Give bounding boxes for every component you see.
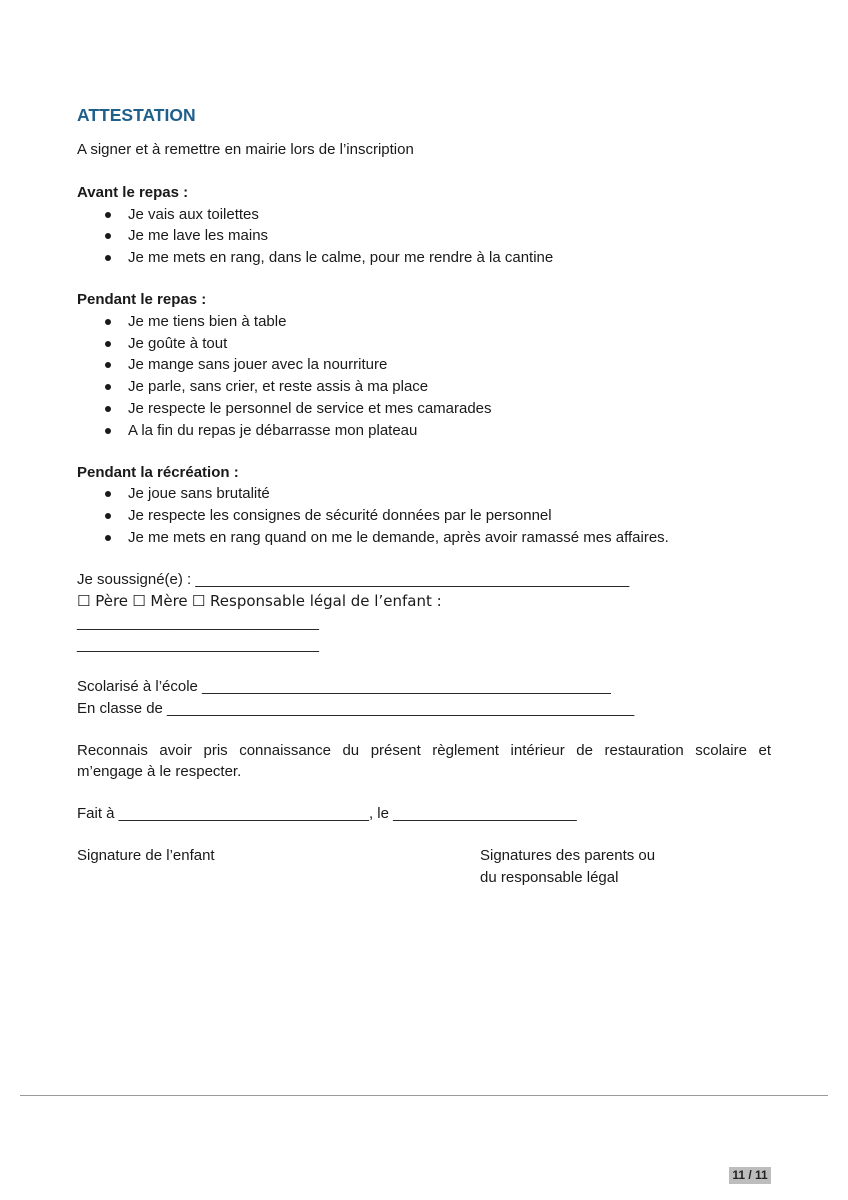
- list-item: Je me mets en rang, dans le calme, pour me rendre à la cantine: [77, 247, 771, 269]
- reconnais-text-line1: Reconnais avoir pris connaissance du présent règlement intérieur de restauration scolaire et: [77, 741, 771, 759]
- section-heading-avant-repas: Avant le repas :: [77, 183, 189, 201]
- list-item: Je me mets en rang quand on me le demande, après avoir ramassé mes affaires.: [77, 527, 771, 549]
- child-name-line[interactable]: _____________________________: [77, 636, 319, 654]
- signature-row: [77, 845, 771, 889]
- list-item: Je me lave les mains: [77, 225, 771, 247]
- list-item: Je respecte les consignes de sécurité données par le personnel: [77, 505, 771, 527]
- list-item: Je joue sans brutalité: [77, 483, 771, 505]
- list-item: Je respecte le personnel de service et mes camarades: [77, 398, 771, 420]
- list-item: A la fin du repas je débarrasse mon plateau: [77, 420, 771, 442]
- document-page: [77, 103, 771, 889]
- ecole-field[interactable]: Scolarisé à l’école _________________________________________________: [77, 677, 611, 695]
- checkbox-pere[interactable]: ☐ Père: [77, 591, 129, 610]
- soussigne-field[interactable]: Je soussigné(e) : ____________________________________________________: [77, 570, 630, 588]
- list-avant-repas: [77, 204, 771, 269]
- checkbox-responsable-legal[interactable]: ☐ Responsable légal de l’enfant :: [191, 591, 442, 610]
- list-item: Je vais aux toilettes: [77, 204, 771, 226]
- list-recreation: [77, 483, 771, 548]
- reconnais-text-line2: m’engage à le respecter.: [77, 763, 242, 781]
- list-item: Je parle, sans crier, et reste assis à ma place: [77, 376, 771, 398]
- signature-enfant-label: Signature de l’enfant: [77, 846, 215, 864]
- list-pendant-repas: [77, 311, 771, 442]
- page-number: 11 / 11: [729, 1167, 771, 1184]
- parent-checkboxes: [77, 591, 771, 613]
- child-name-line[interactable]: _____________________________: [77, 614, 319, 632]
- signature-parents-line2: du responsable légal: [480, 868, 619, 886]
- intro-text: A signer et à remettre en mairie lors de l’inscription: [77, 141, 414, 158]
- classe-field[interactable]: En classe de ________________________________________________________: [77, 699, 635, 717]
- signature-parents-label: [480, 845, 655, 889]
- list-item: Je mange sans jouer avec la nourriture: [77, 354, 771, 376]
- checkbox-mere[interactable]: ☐ Mère: [132, 591, 188, 610]
- list-item: Je me tiens bien à table: [77, 311, 771, 333]
- list-item: Je goûte à tout: [77, 333, 771, 355]
- page-title: ATTESTATION: [77, 105, 196, 125]
- footer-divider: [20, 1095, 828, 1096]
- signature-parents-line1: Signatures des parents ou: [480, 846, 656, 864]
- section-heading-pendant-repas: Pendant le repas :: [77, 290, 207, 308]
- fait-a-field[interactable]: Fait à ______________________________, le ______________________: [77, 805, 577, 823]
- section-heading-recreation: Pendant la récréation :: [77, 463, 239, 481]
